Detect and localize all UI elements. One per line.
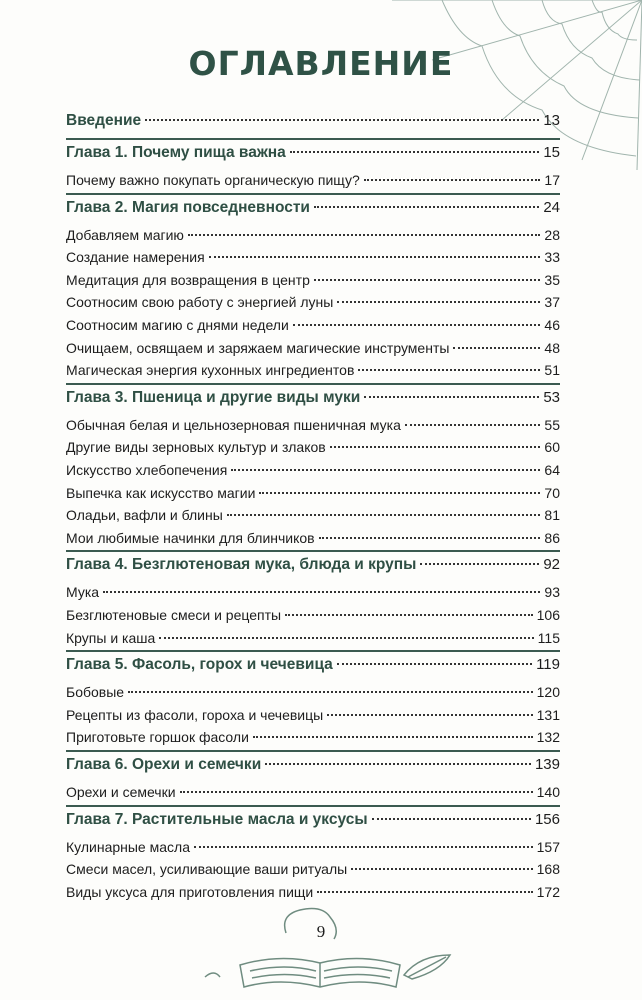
chapter-separator [66,650,560,652]
entry-title: Мои любимые начинки для блинчиков [66,529,315,546]
entry-page: 13 [543,112,560,129]
entry-title: Создание намерения [66,249,205,266]
toc-subentry [66,607,560,623]
entry-title: Глава 7. Растительные масла и уксусы [66,810,368,828]
entry-page: 132 [536,729,560,746]
entry-title: Глава 3. Пшеница и другие виды муки [66,388,361,406]
dot-leader [145,119,539,121]
toc-subentry [66,684,560,700]
entry-page: 15 [543,144,560,161]
entry-page: 48 [544,339,560,356]
entry-title: Глава 2. Магия повседневности [66,198,310,216]
toc-subentry [66,294,560,310]
entry-title: Глава 6. Орехи и семечки [66,756,262,773]
entry-title: Безглютеновые смеси и рецепты [66,607,282,623]
dot-leader [314,279,541,281]
dot-leader [209,256,541,258]
entry-page: 168 [536,861,560,878]
entry-page: 64 [544,462,560,478]
toc-subentry [66,784,560,800]
dot-leader [253,736,533,738]
chapter-separator [66,805,560,807]
dot-leader [337,301,540,303]
entry-page: 33 [544,249,560,266]
dot-leader [259,492,540,494]
toc-subentry [66,630,560,646]
dot-leader [293,324,541,326]
toc-subentry [66,340,560,356]
entry-page: 55 [544,416,560,433]
entry-title: Глава 5. Фасоль, горох и чечевица [66,656,333,674]
page-title: ОГЛАВЛЕНИЕ [188,44,454,83]
toc-subentry [66,227,560,243]
dot-leader [128,691,533,693]
toc-chapter-entry [66,144,560,162]
entry-page: 37 [544,294,560,311]
dot-leader [420,563,539,565]
toc-subentry [66,272,560,288]
entry-page: 119 [536,656,560,674]
entry-title: Введение [66,112,142,129]
toc-subentry [66,729,560,745]
dot-leader [327,714,532,716]
dot-leader [330,446,541,448]
toc-subentry [66,884,560,900]
toc-subentry [66,462,560,478]
entry-page: 120 [536,684,560,701]
chapter-separator [66,550,560,552]
entry-title: Оладьи, вафли и блины [66,507,223,524]
dot-leader [180,791,533,793]
entry-page: 131 [536,706,560,723]
toc-chapter-entry [66,756,560,774]
entry-title: Виды уксуса для приготовления пищи [66,883,314,900]
entry-title: Мука [66,584,100,601]
entry-title: Искусство хлебопечения [66,462,228,478]
entry-page: 92 [543,556,560,574]
entry-title: Медитация для возвращения в центр [66,271,310,288]
toc-subentry [66,861,560,877]
entry-page: 28 [544,226,560,243]
entry-title: Смеси масел, усиливающие ваши ритуалы [66,861,348,878]
entry-page: 46 [544,317,560,333]
dot-leader [103,591,540,593]
entry-title: Соотносим магию с днями недели [66,317,289,333]
dot-leader [314,206,539,208]
dot-leader [159,637,533,639]
entry-page: 157 [536,838,560,855]
entry-title: Соотносим свою работу с энергией луны [66,294,334,311]
entry-title: Глава 1. Почему пища важна [66,144,286,161]
dot-leader [364,179,541,181]
toc-chapter-entry [66,389,560,407]
toc-subentry [66,485,560,501]
entry-title: Добавляем магию [66,226,184,243]
entry-page: 51 [544,362,560,379]
toc-chapter-entry [66,556,560,574]
chapter-separator [66,193,560,195]
entry-page: 140 [536,784,560,800]
dot-leader [194,846,533,848]
entry-page: 24 [543,198,560,216]
toc-subentry [66,839,560,855]
toc-subentry [66,707,560,723]
entry-page: 156 [534,810,560,828]
toc-subentry [66,249,560,265]
entry-page: 70 [544,484,560,501]
entry-title: Другие виды зерновых культур и злаков [66,439,326,456]
dot-leader [364,396,539,398]
entry-title: Обычная белая и цельнозерновая пшеничная мука [66,416,401,433]
dot-leader [188,234,541,236]
toc-subentry [66,362,560,378]
toc-chapter-entry [66,811,560,829]
dot-leader [231,469,540,471]
toc-subentry [66,439,560,455]
chapter-separator [66,138,560,140]
entry-page: 53 [543,388,560,406]
entry-title: Почему важно покупать органическую пищу? [66,172,360,188]
toc-chapter-entry [66,112,560,130]
toc-subentry [66,417,560,433]
toc-subentry [66,584,560,600]
toc-subentry [66,507,560,523]
entry-page: 60 [544,439,560,456]
entry-page: 81 [544,507,560,524]
chapter-separator [66,383,560,385]
dot-leader [290,151,540,153]
dot-leader [265,763,531,765]
entry-title: Выпечка как искусство магии [66,484,256,501]
entry-page: 35 [544,271,560,288]
toc-subentry [66,172,560,188]
entry-title: Магическая энергия кухонных ингредиентов [66,362,355,379]
dot-leader [351,868,532,870]
toc-subentry [66,317,560,333]
entry-page: 93 [544,584,560,601]
dot-leader [337,663,532,665]
dot-leader [319,537,541,539]
entry-title: Приготовьте горшок фасоли [66,729,249,746]
book-and-leaf-decoration [0,905,642,1000]
toc-chapter-entry [66,656,560,674]
entry-page: 172 [536,883,560,900]
chapter-separator [66,750,560,752]
dot-leader [317,891,532,893]
entry-title: Орехи и семечки [66,784,176,800]
entry-title: Бобовые [66,684,125,701]
toc-subentry [66,530,560,546]
dot-leader [453,347,540,349]
page-number: 9 [316,922,326,941]
dot-leader [285,614,533,616]
toc-chapter-entry [66,199,560,217]
entry-title: Очищаем, освящаем и заряжаем магические инструменты [66,339,450,356]
dot-leader [405,424,541,426]
dot-leader [358,369,540,371]
entry-page: 106 [536,607,560,623]
entry-page: 86 [544,529,560,546]
entry-title: Кулинарные масла [66,838,190,855]
entry-page: 139 [534,756,560,773]
entry-title: Рецепты из фасоли, гороха и чечевицы [66,706,324,723]
entry-page: 115 [537,629,560,646]
entry-title: Глава 4. Безглютеновая мука, блюда и крупы [66,556,417,574]
entry-title: Крупы и каша [66,629,156,646]
dot-leader [227,514,541,516]
dot-leader [372,818,531,820]
entry-page: 17 [544,172,560,188]
